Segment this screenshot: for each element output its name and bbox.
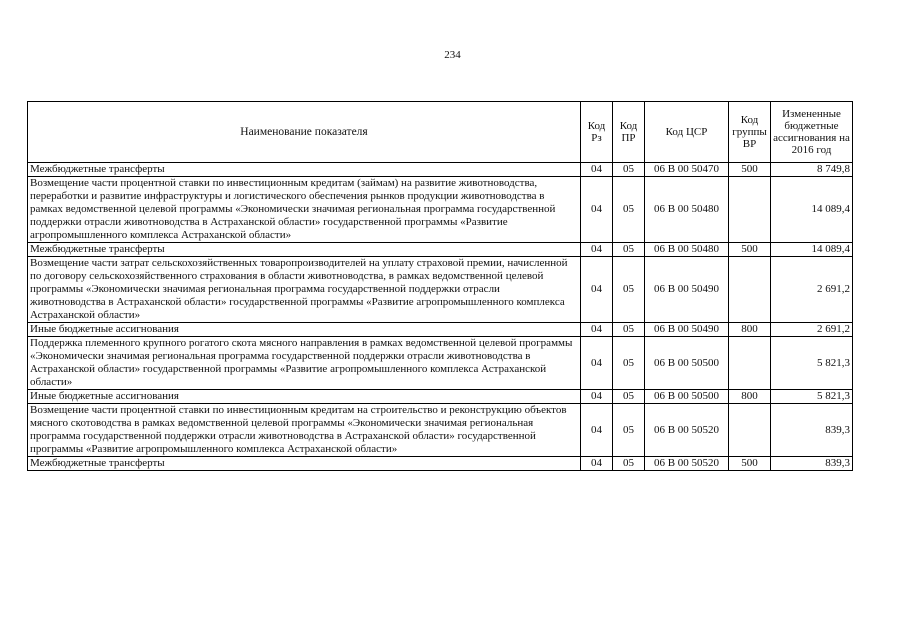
row-pr: 05 xyxy=(613,257,645,323)
row-name: Межбюджетные трансферты xyxy=(28,163,581,177)
table-row xyxy=(28,323,853,337)
header-vr: Код группы ВР xyxy=(729,102,771,163)
row-name: Возмещение части затрат сельскохозяйственных товаропроизводителей на уплату страховой премии, начисленной по договору сельскохозяйственного страхования в области животноводства, в рамках ведомственной целевой программы «Экономически значимая региональная программа государственной поддержки отрасли животноводства в Астраханской области» государственной программы «Развитие агропромышленного комплекса Астраханской области» xyxy=(28,257,581,323)
row-amount: 8 749,8 xyxy=(771,163,853,177)
header-csr: Код ЦСР xyxy=(645,102,729,163)
table-header-row xyxy=(28,102,853,163)
row-amount: 5 821,3 xyxy=(771,337,853,390)
row-amount: 839,3 xyxy=(771,404,853,457)
row-amount: 14 089,4 xyxy=(771,243,853,257)
row-amount: 14 089,4 xyxy=(771,177,853,243)
row-rz: 04 xyxy=(581,457,613,471)
row-csr: 06 В 00 50520 xyxy=(645,404,729,457)
row-vr: 500 xyxy=(729,457,771,471)
page-number: 234 xyxy=(444,49,461,61)
row-name: Межбюджетные трансферты xyxy=(28,243,581,257)
row-rz: 04 xyxy=(581,177,613,243)
row-name: Поддержка племенного крупного рогатого скота мясного направления в рамках ведомственной целевой программы «Экономически значимая региональная программа государственной поддержки отрасли животноводства в Астраханской области» государственной программы «Развитие агропромышленного комплекса Астраханской области» xyxy=(28,337,581,390)
row-name: Возмещение части процентной ставки по инвестиционным кредитам на строительство и реконструкцию объектов мясного скотоводства в рамках ведомственной целевой программы «Экономически значимая региональная программа государственной поддержки отрасли животноводства в Астраханской области» государственной программы «Развитие агропромышленного комплекса Астраханской области» xyxy=(28,404,581,457)
row-rz: 04 xyxy=(581,390,613,404)
row-csr: 06 В 00 50480 xyxy=(645,243,729,257)
table-row xyxy=(28,390,853,404)
row-vr xyxy=(729,337,771,390)
row-vr: 800 xyxy=(729,390,771,404)
row-pr: 05 xyxy=(613,390,645,404)
row-pr: 05 xyxy=(613,457,645,471)
row-amount: 5 821,3 xyxy=(771,390,853,404)
row-vr: 800 xyxy=(729,323,771,337)
row-pr: 05 xyxy=(613,177,645,243)
table-row xyxy=(28,257,853,323)
row-csr: 06 В 00 50470 xyxy=(645,163,729,177)
row-pr: 05 xyxy=(613,243,645,257)
header-rz: Код Рз xyxy=(581,102,613,163)
row-csr: 06 В 00 50480 xyxy=(645,177,729,243)
budget-table xyxy=(27,101,853,471)
table-row xyxy=(28,404,853,457)
header-pr: Код ПР xyxy=(613,102,645,163)
row-amount: 2 691,2 xyxy=(771,257,853,323)
row-csr: 06 В 00 50500 xyxy=(645,337,729,390)
row-vr xyxy=(729,404,771,457)
row-vr: 500 xyxy=(729,243,771,257)
row-csr: 06 В 00 50500 xyxy=(645,390,729,404)
row-rz: 04 xyxy=(581,337,613,390)
row-rz: 04 xyxy=(581,243,613,257)
table-row xyxy=(28,163,853,177)
row-amount: 2 691,2 xyxy=(771,323,853,337)
row-pr: 05 xyxy=(613,404,645,457)
row-vr xyxy=(729,177,771,243)
table-row xyxy=(28,243,853,257)
row-csr: 06 В 00 50490 xyxy=(645,323,729,337)
row-csr: 06 В 00 50490 xyxy=(645,257,729,323)
row-rz: 04 xyxy=(581,404,613,457)
row-name: Иные бюджетные ассигнования xyxy=(28,323,581,337)
row-vr: 500 xyxy=(729,163,771,177)
row-pr: 05 xyxy=(613,337,645,390)
table-row xyxy=(28,337,853,390)
table-row xyxy=(28,177,853,243)
row-csr: 06 В 00 50520 xyxy=(645,457,729,471)
header-amount: Измененные бюджетные ассигнования на 2016 год xyxy=(771,102,853,163)
row-name: Иные бюджетные ассигнования xyxy=(28,390,581,404)
row-name: Возмещение части процентной ставки по инвестиционным кредитам (займам) на развитие животноводства, переработки и развитие инфраструктуры и логистического обеспечения рынков продукции животноводства в рамках ведомственной целевой программы «Экономически значимая региональная программа государственной поддержки отрасли животноводства в Астраханской области» государственной программы «Развитие агропромышленного комплекса Астраханской области» xyxy=(28,177,581,243)
row-pr: 05 xyxy=(613,323,645,337)
row-rz: 04 xyxy=(581,257,613,323)
row-vr xyxy=(729,257,771,323)
row-rz: 04 xyxy=(581,163,613,177)
row-pr: 05 xyxy=(613,163,645,177)
row-amount: 839,3 xyxy=(771,457,853,471)
table-row xyxy=(28,457,853,471)
header-name: Наименование показателя xyxy=(28,102,581,163)
row-name: Межбюджетные трансферты xyxy=(28,457,581,471)
row-rz: 04 xyxy=(581,323,613,337)
